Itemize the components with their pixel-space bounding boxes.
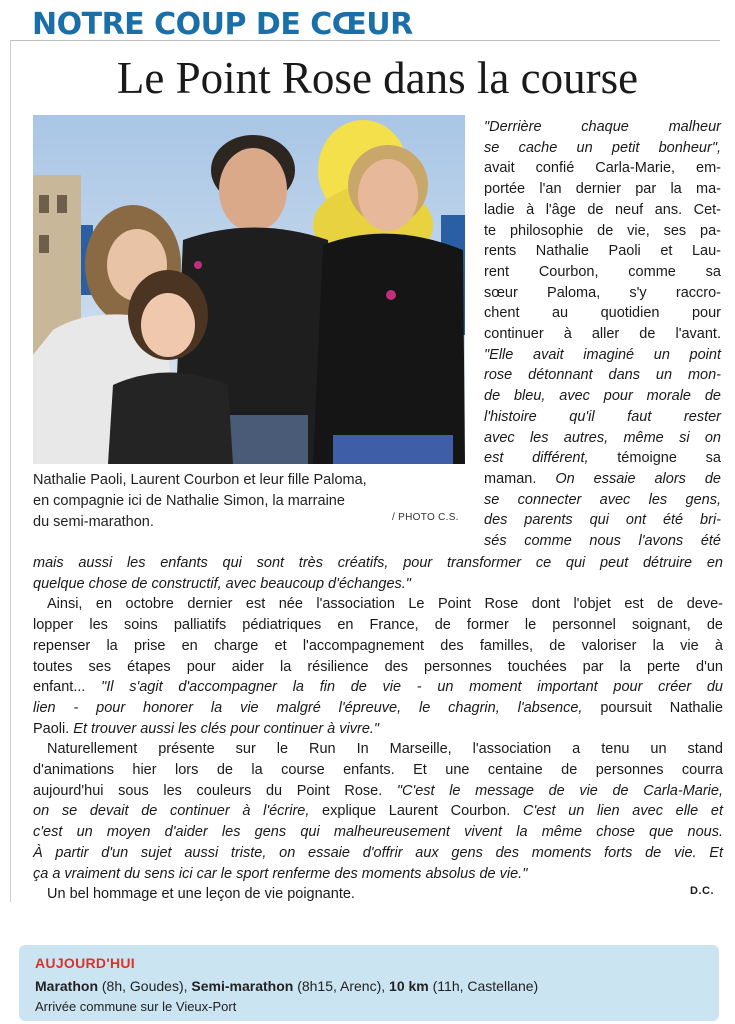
column-line: portée l'an dernier par la ma- <box>484 181 721 198</box>
column-line: se connecter avec les gens, <box>484 491 721 508</box>
column-line: des parents qui ont été bri- <box>484 512 721 529</box>
column-line: rents Nathalie Paoli et Lau- <box>484 243 721 260</box>
column-line: "Elle avait imaginé un point <box>484 346 721 363</box>
body-line: mais aussi les enfants qui sont très créatifs, pour transformer ce qui peut détruire en <box>33 555 723 571</box>
column-line: se cache un petit bonheur", <box>484 139 721 156</box>
body-line: d'animations hier lors de la course enfants. Et une centaine de personnes courra <box>33 762 723 779</box>
body-line: Paoli. Et trouver aussi les clés pour continuer à vivre." <box>33 720 380 737</box>
race-detail: (11h, Castellane) <box>428 978 539 994</box>
caption-line: en compagnie ici de Nathalie Simon, la marraine <box>33 493 345 509</box>
photo-caption <box>33 470 465 533</box>
column-line: te philosophie de vie, ses pa- <box>484 222 721 239</box>
race-name: 10 km <box>389 978 429 994</box>
body-line: repenser la prise en charge et l'accompagnement des familles, de valoriser la vie à <box>33 637 723 654</box>
column-line: avec les autres, même si on <box>484 429 721 446</box>
column-line: sœur Paloma, s'y raccro- <box>484 284 721 301</box>
body-line: c'est un moyen d'aider les gens qui malheureusement vivent la même chose que nous. <box>33 824 723 841</box>
info-box-title: AUJOURD'HUI <box>35 955 135 971</box>
info-box-finish: Arrivée commune sur le Vieux-Port <box>35 999 237 1014</box>
body-line: Naturellement présente sur le Run In Marseille, l'association a tenu un stand <box>47 741 723 758</box>
photo-illustration <box>33 115 465 464</box>
caption-line: Nathalie Paoli, Laurent Courbon et leur fille Paloma, <box>33 472 367 488</box>
column-line: "Derrière chaque malheur <box>484 119 721 135</box>
column-line: est différent, témoigne sa <box>484 450 722 467</box>
body-line: on se devait de continuer à l'écrire, explique Laurent Courbon. C'est un lien avec elle et <box>33 803 723 820</box>
top-rule <box>10 40 720 41</box>
column-line: de bleu, avec pour morale de <box>484 388 721 405</box>
body-line: À partir d'un sujet aussi triste, on essaie d'offrir aux gens des moments forts de vie. Et <box>33 844 723 861</box>
column-line: continuer à aller de l'avant. <box>484 326 721 343</box>
photo-credit: / PHOTO C.S. <box>392 512 459 523</box>
column-line: chent au quotidien pour <box>484 305 721 322</box>
race-detail: (8h, Goudes), <box>98 978 192 994</box>
body-line: aujourd'hui sous les couleurs du Point Rose. "C'est le message de vie de Carla-Marie, <box>33 782 723 799</box>
info-box <box>19 945 719 1021</box>
body-line: Un bel hommage et une leçon de vie poignante. <box>47 886 355 903</box>
caption-line: du semi-marathon. <box>33 514 154 530</box>
column-line: avait confié Carla-Marie, em- <box>484 160 721 177</box>
body-line: quelque chose de constructif, avec beaucoup d'échanges." <box>33 575 411 592</box>
article-column-right <box>484 117 721 552</box>
body-line: toutes ses étapes pour aider la résilience des personnes touchées par la perte d'un <box>33 658 723 675</box>
column-line: rose détonnant dans un mon- <box>484 367 721 384</box>
race-detail: (8h15, Arenc), <box>293 978 390 994</box>
column-line: l'histoire qu'il faut rester <box>484 408 721 425</box>
article-photo <box>33 115 465 464</box>
body-line: ça a vraiment du sens ici car le sport renferme des moments absolus de vie." <box>33 865 528 882</box>
body-line: lopper les soins palliatifs pédiatriques en France, de former le personnel soignant, de <box>33 617 723 634</box>
body-line: enfant... "Il s'agit d'accompagner la fin de vie - un moment important pour créer du <box>33 679 723 696</box>
article-body <box>33 553 723 905</box>
column-line: ladie à l'âge de neuf ans. Cet- <box>484 201 721 218</box>
column-line: sés comme nous l'avons été <box>484 533 721 550</box>
body-line: lien - pour honorer la vie malgré l'épreuve, le chagrin, l'absence, poursuit Nathalie <box>33 699 723 716</box>
headline: Le Point Rose dans la course <box>116 53 639 103</box>
column-line: rent Courbon, comme sa <box>484 263 721 280</box>
author-signature: D.C. <box>690 885 714 897</box>
info-box-schedule <box>35 978 538 994</box>
left-rule <box>10 40 11 902</box>
column-line: maman. On essaie alors de <box>484 470 721 487</box>
race-name: Marathon <box>35 978 98 994</box>
race-name: Semi-marathon <box>191 978 294 994</box>
section-label: NOTRE COUP DE CŒUR <box>32 7 413 42</box>
body-line: Ainsi, en octobre dernier est née l'association Le Point Rose dont l'objet est de deve- <box>47 596 723 613</box>
